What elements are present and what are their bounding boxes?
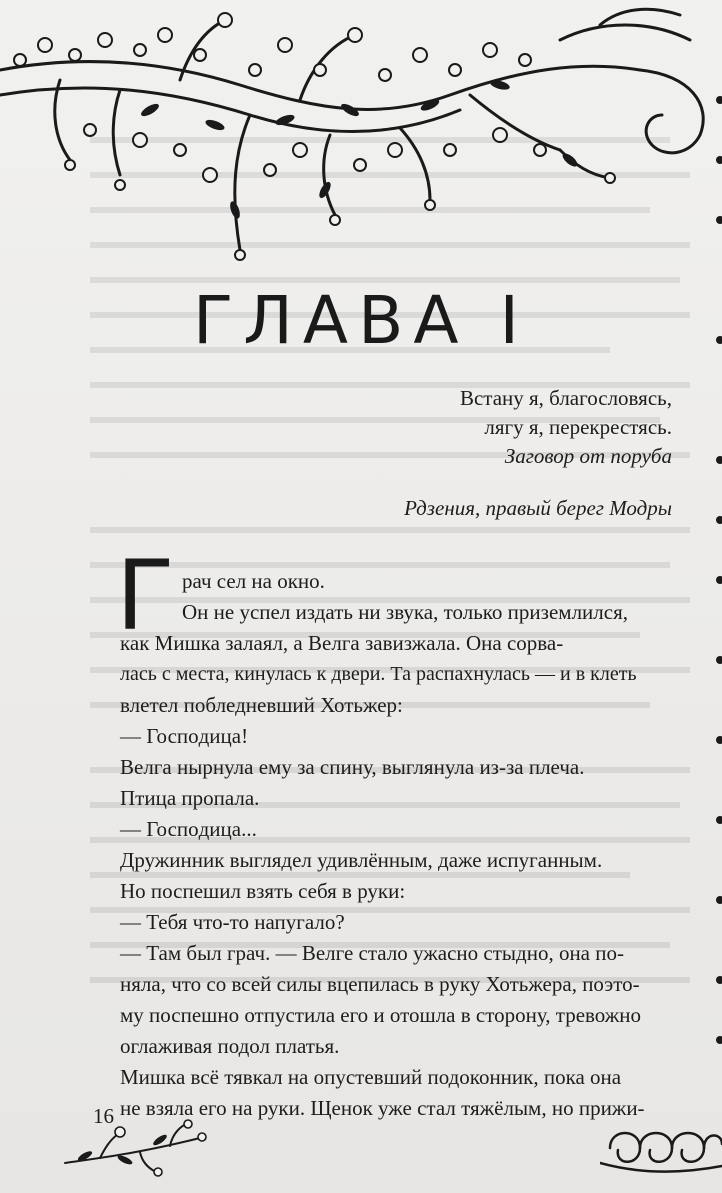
floral-branch-ornament [0,0,722,270]
text-line: как Мишка залаял, а Велга завизжала. Она сорва- [120,631,564,655]
epigraph-source: Заговор от поруба [504,444,672,468]
text-line: — Там был грач. — Велге стало ужасно стыдно, она по- [120,941,624,965]
chapter-title: ГЛАВА I [193,282,529,359]
text-line: лась с места, кинулась к двери. Та распахнулась — и в клеть [120,663,637,685]
text-line: Мишка всё тявкал на опустевший подоконник, пока она [120,1065,622,1089]
text-line: влетел побледневший Хотьжер: [120,693,403,717]
text-line: — Госпoдица! [120,724,249,748]
text-line: Но поспешил взять себя в руки: [120,879,406,903]
facing-page-edge [708,60,722,1160]
page-number: 16 [93,1104,114,1128]
text-line: Он не успел издать ни звука, только приземлился, [182,600,628,624]
text-line: Велга нырнула ему за спину, выглянула из-за плеча. [120,755,585,779]
place-heading: Рдзения, правый берег Модры [404,496,672,520]
epigraph [460,384,672,471]
text-line: му поспешно отпустила его и отошла в сторону, тревожно [120,1003,642,1027]
knot-ornament [600,1108,722,1180]
text-line: Птица пропала. [120,786,260,810]
text-line: няла, что со всей силы вцепилась в руку Хотьжера, поэто- [120,972,640,996]
sprig-ornament [60,1118,210,1178]
text-line: не взяла его на руки. Щенок уже стал тяжёлым, но прижи- [120,1096,645,1120]
text-line: Дружинник выглядел удивлённым, даже испуганным. [120,848,603,872]
text-line: оглаживая подол платья. [120,1034,340,1058]
text-line: — Госпoдица... [120,817,257,841]
epigraph-line: лягу я, перекрестясь. [484,415,672,439]
epigraph-line: Встану я, благословясь, [459,386,672,410]
drop-cap: Г [116,540,175,652]
text-line: — Тебя что-то напугало? [120,910,345,934]
text-line: рач сел на окно. [182,569,325,593]
